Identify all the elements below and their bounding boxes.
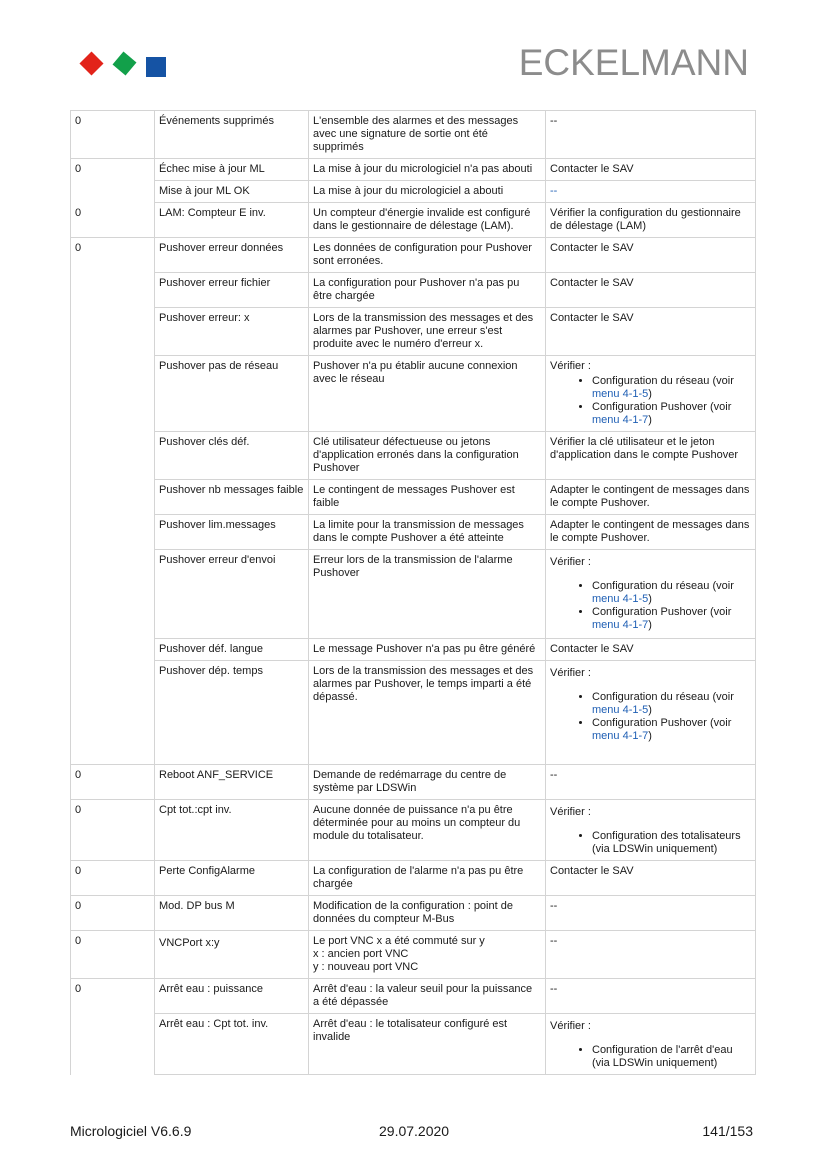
list-item: • Configuration du réseau (voir menu 4-1-5) <box>592 375 751 401</box>
action-cell: Contacter le SAV <box>546 238 756 273</box>
message-cell: Pushover erreur: x <box>155 308 309 356</box>
action-cell: Vérifier la configuration du gestionnaire de délestage (LAM) <box>546 203 756 238</box>
table-row <box>71 979 756 1014</box>
description-cell: Lors de la transmission des messages et des alarmes par Pushover, le temps imparti a été dépassé. <box>309 661 546 765</box>
table-row <box>71 480 756 515</box>
message-cell: LAM: Compteur E inv. <box>155 203 309 238</box>
message-cell: VNCPort x:y <box>155 931 309 979</box>
table-row <box>71 432 756 480</box>
action-cell: Contacter le SAV <box>546 861 756 896</box>
menu-link[interactable]: menu 4-1-7 <box>592 414 649 426</box>
description-cell: Pushover n'a pu établir aucune connexion avec le réseau <box>309 356 546 432</box>
table-row <box>71 159 756 181</box>
message-cell: Pushover déf. langue <box>155 639 309 661</box>
table-row <box>71 181 756 203</box>
action-cell: Contacter le SAV <box>546 639 756 661</box>
list-item: • Configuration Pushover (voir menu 4-1-7) <box>592 717 751 743</box>
action-cell: Adapter le contingent de messages dans le compte Pushover. <box>546 480 756 515</box>
action-cell <box>546 1014 756 1075</box>
verify-label: Vérifier : <box>550 556 591 568</box>
message-cell: Mise à jour ML OK <box>155 181 309 203</box>
menu-link[interactable]: menu 4-1-5 <box>592 388 649 400</box>
table-row <box>71 861 756 896</box>
brand-name: ECKELMANN <box>518 42 749 83</box>
logo-red-diamond <box>79 51 103 75</box>
priority-cell: 0 <box>71 111 155 159</box>
message-cell: Pushover pas de réseau <box>155 356 309 432</box>
action-cell <box>546 356 756 432</box>
description-cell: Erreur lors de la transmission de l'alarme Pushover <box>309 550 546 639</box>
verify-label: Vérifier : <box>550 806 591 818</box>
action-cell <box>546 800 756 861</box>
table-row <box>71 550 756 639</box>
bullet-list <box>550 580 751 632</box>
footer-product: Micrologiciel V6.6.9 <box>70 1123 192 1139</box>
description-cell: Modification de la configuration : point de données du compteur M-Bus <box>309 896 546 931</box>
action-cell: Contacter le SAV <box>546 273 756 308</box>
priority-cell: 0 <box>71 896 155 931</box>
table-row <box>71 515 756 550</box>
priority-cell: 0 <box>71 800 155 861</box>
footer-page-number: 141/153 <box>702 1123 753 1139</box>
table-row <box>71 308 756 356</box>
menu-link[interactable]: menu 4-1-5 <box>592 704 649 716</box>
table-row <box>71 765 756 800</box>
description-cell: Lors de la transmission des messages et des alarmes par Pushover, une erreur s'est produite avec le numéro d'erreur x. <box>309 308 546 356</box>
priority-cell: 0 <box>71 238 155 765</box>
priority-cell: 0 <box>71 203 155 238</box>
eckelmann-logo-icon <box>78 48 168 80</box>
description-cell: Le contingent de messages Pushover est faible <box>309 480 546 515</box>
description-cell: Arrêt d'eau : la valeur seuil pour la puissance a été dépassée <box>309 979 546 1014</box>
bullet-list <box>550 1044 751 1070</box>
table-row <box>71 931 756 979</box>
list-item: • Configuration des totalisateurs (via LDSWin uniquement) <box>592 830 751 856</box>
description-cell: L'ensemble des alarmes et des messages avec une signature de sortie ont été supprimés <box>309 111 546 159</box>
action-cell: Contacter le SAV <box>546 308 756 356</box>
table-row <box>71 896 756 931</box>
action-cell: Contacter le SAV <box>546 159 756 181</box>
action-cell: -- <box>546 931 756 979</box>
table-row <box>71 238 756 273</box>
bullet-list <box>550 691 751 743</box>
action-cell <box>546 550 756 639</box>
menu-link[interactable]: menu 4-1-7 <box>592 619 649 631</box>
description-cell: La mise à jour du micrologiciel n'a pas abouti <box>309 159 546 181</box>
list-item: • Configuration Pushover (voir menu 4-1-7) <box>592 606 751 632</box>
message-cell: Reboot ANF_SERVICE <box>155 765 309 800</box>
list-item: • Configuration de l'arrêt d'eau (via LDSWin uniquement) <box>592 1044 751 1070</box>
message-cell: Mod. DP bus M <box>155 896 309 931</box>
footer-date: 29.07.2020 <box>379 1123 450 1139</box>
action-cell: -- <box>546 896 756 931</box>
list-item: • Configuration du réseau (voir menu 4-1-5) <box>592 580 751 606</box>
priority-cell: 0 <box>71 765 155 800</box>
action-cell: -- <box>546 765 756 800</box>
message-cell: Pushover dép. temps <box>155 661 309 765</box>
table-row <box>71 273 756 308</box>
description-cell: La configuration pour Pushover n'a pas pu être chargée <box>309 273 546 308</box>
message-cell: Cpt tot.:cpt inv. <box>155 800 309 861</box>
menu-link[interactable]: menu 4-1-7 <box>592 730 649 742</box>
priority-cell: 0 <box>71 931 155 979</box>
action-cell: -- <box>546 979 756 1014</box>
list-item: • Configuration du réseau (voir menu 4-1-5) <box>592 691 751 717</box>
description-cell: Un compteur d'énergie invalide est configuré dans le gestionnaire de délestage (LAM). <box>309 203 546 238</box>
verify-label: Vérifier : <box>550 1020 591 1032</box>
message-cell: Perte ConfigAlarme <box>155 861 309 896</box>
message-cell: Pushover lim.messages <box>155 515 309 550</box>
list-item: • Configuration Pushover (voir menu 4-1-7) <box>592 401 751 427</box>
table-row <box>71 203 756 238</box>
message-cell: Échec mise à jour ML <box>155 159 309 181</box>
message-cell: Pushover erreur d'envoi <box>155 550 309 639</box>
logo-blue-square <box>146 57 166 77</box>
menu-link[interactable]: menu 4-1-5 <box>592 593 649 605</box>
description-cell: Demande de redémarrage du centre de système par LDSWin <box>309 765 546 800</box>
description-cell: Les données de configuration pour Pushover sont erronées. <box>309 238 546 273</box>
table-row <box>71 661 756 765</box>
table-row <box>71 800 756 861</box>
table-row <box>71 356 756 432</box>
priority-cell: 0 <box>71 159 155 203</box>
message-cell: Pushover erreur données <box>155 238 309 273</box>
action-cell: -- <box>546 181 756 203</box>
description-cell: Aucune donnée de puissance n'a pu être déterminée pour au moins un compteur du module du totalisateur. <box>309 800 546 861</box>
message-cell: Arrêt eau : puissance <box>155 979 309 1014</box>
action-cell <box>546 661 756 765</box>
action-cell: Adapter le contingent de messages dans le compte Pushover. <box>546 515 756 550</box>
description-cell: Le port VNC x a été commuté sur y x : ancien port VNC y : nouveau port VNC <box>309 931 546 979</box>
table-row <box>71 111 756 159</box>
message-cell: Pushover nb messages faible <box>155 480 309 515</box>
bullet-list <box>550 375 751 427</box>
verify-label: Vérifier : <box>550 667 591 679</box>
bullet-list <box>550 830 751 856</box>
description-cell: Le message Pushover n'a pas pu être généré <box>309 639 546 661</box>
message-cell: Pushover clés déf. <box>155 432 309 480</box>
action-cell: Vérifier la clé utilisateur et le jeton d'application dans le compte Pushover <box>546 432 756 480</box>
description-cell: Arrêt d'eau : le totalisateur configuré est invalide <box>309 1014 546 1075</box>
logo-green-diamond <box>113 52 137 76</box>
message-cell: Pushover erreur fichier <box>155 273 309 308</box>
alarm-messages-table <box>70 110 756 1075</box>
priority-cell: 0 <box>71 861 155 896</box>
message-cell: Arrêt eau : Cpt tot. inv. <box>155 1014 309 1075</box>
table-row <box>71 639 756 661</box>
action-cell: -- <box>546 111 756 159</box>
description-cell: La configuration de l'alarme n'a pas pu être chargée <box>309 861 546 896</box>
description-cell: La mise à jour du micrologiciel a abouti <box>309 181 546 203</box>
message-cell: Événements supprimés <box>155 111 309 159</box>
description-cell: La limite pour la transmission de messages dans le compte Pushover a été atteinte <box>309 515 546 550</box>
table-row <box>71 1014 756 1075</box>
priority-cell: 0 <box>71 979 155 1075</box>
verify-label: Vérifier : <box>550 360 591 372</box>
description-cell: Clé utilisateur défectueuse ou jetons d'application erronés dans la configuration Pushover <box>309 432 546 480</box>
